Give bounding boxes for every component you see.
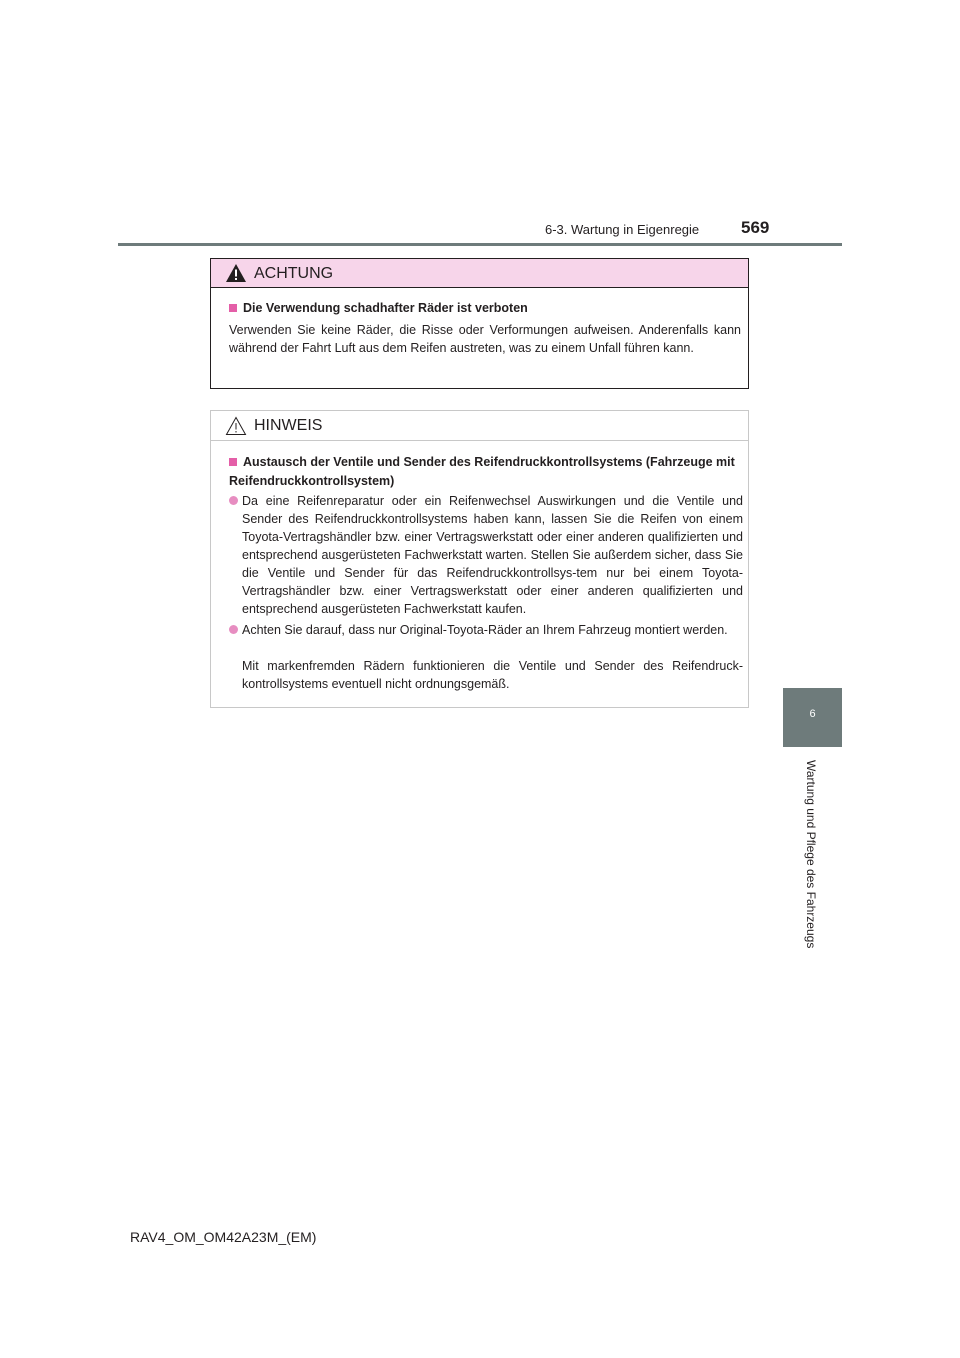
- notice-box: HINWEIS Austausch der Ventile und Sender des Reifendruckkontrollsystems (Fahrzeuge mit Reifendruckkontrollsystem) Da eine Reifenreparatur oder ein Reifenwechsel Auswirkungen und die Ventile und Sender des Reifendruckkontrollsystems haben kann, lassen Sie die Reifen von einem Toyota-Vertragshändler bzw. einer Vertragswerkstatt oder einer anderen qualifizierten und entsprechend ausgerüsteten Fachwerkstatt warten. Stellen Sie außerdem sicher, dass Sie die Ventile und Sender für das Reifendruckkontrollsys-tem nur bei einem Toyota-Vertragshändler bzw. einer Vertragswerkstatt oder einer anderen qualifizierten und entsprechend ausgerüsteten Fachwerkstatt kaufen. Achten Sie darauf, dass nur Original-Toyota-Räder an Ihrem Fahrzeug montiert werden. Mit markenfremden Rädern funktionieren die Ventile und Sender des Reifendruck-kontrollsystems eventuell nicht ordnungsgemäß.: [210, 410, 749, 708]
- caution-header: [211, 259, 748, 288]
- caution-box: [210, 258, 749, 389]
- caution-heading: Die Verwendung schadhafter Räder ist verboten: [229, 299, 739, 318]
- document-code: RAV4_OM_OM42A23M_(EM): [130, 1229, 317, 1245]
- caution-title: ACHTUNG: [254, 265, 334, 282]
- notice-title: HINWEIS: [254, 417, 323, 434]
- page-number: 569: [741, 218, 770, 237]
- bullet-dot-icon: [229, 625, 238, 634]
- square-marker-icon: [229, 304, 237, 312]
- square-marker-icon: [229, 458, 237, 466]
- header-divider: [118, 243, 842, 246]
- bullet-dot-icon: [229, 496, 238, 505]
- caution-paragraph: Verwenden Sie keine Räder, die Risse oder Verformungen aufweisen. Anderenfalls kann während der Fahrt Luft aus dem Reifen austreten, was zu einem Unfall führen kann.: [229, 323, 741, 355]
- chapter-title: Wartung und Pflege des Fahrzeugs: [804, 760, 818, 949]
- chapter-number: 6: [809, 708, 816, 720]
- warning-filled-icon: [225, 263, 247, 283]
- chapter-tab: [783, 688, 842, 747]
- section-title: 6-3. Wartung in Eigenregie: [545, 222, 700, 237]
- warning-outline-icon: [225, 416, 247, 436]
- notice-header: [211, 411, 748, 441]
- notice-heading: Austausch der Ventile und Sender des Reifendruckkontrollsystems (Fahrzeuge mit Reifendruckkontrollsystem): [229, 455, 735, 488]
